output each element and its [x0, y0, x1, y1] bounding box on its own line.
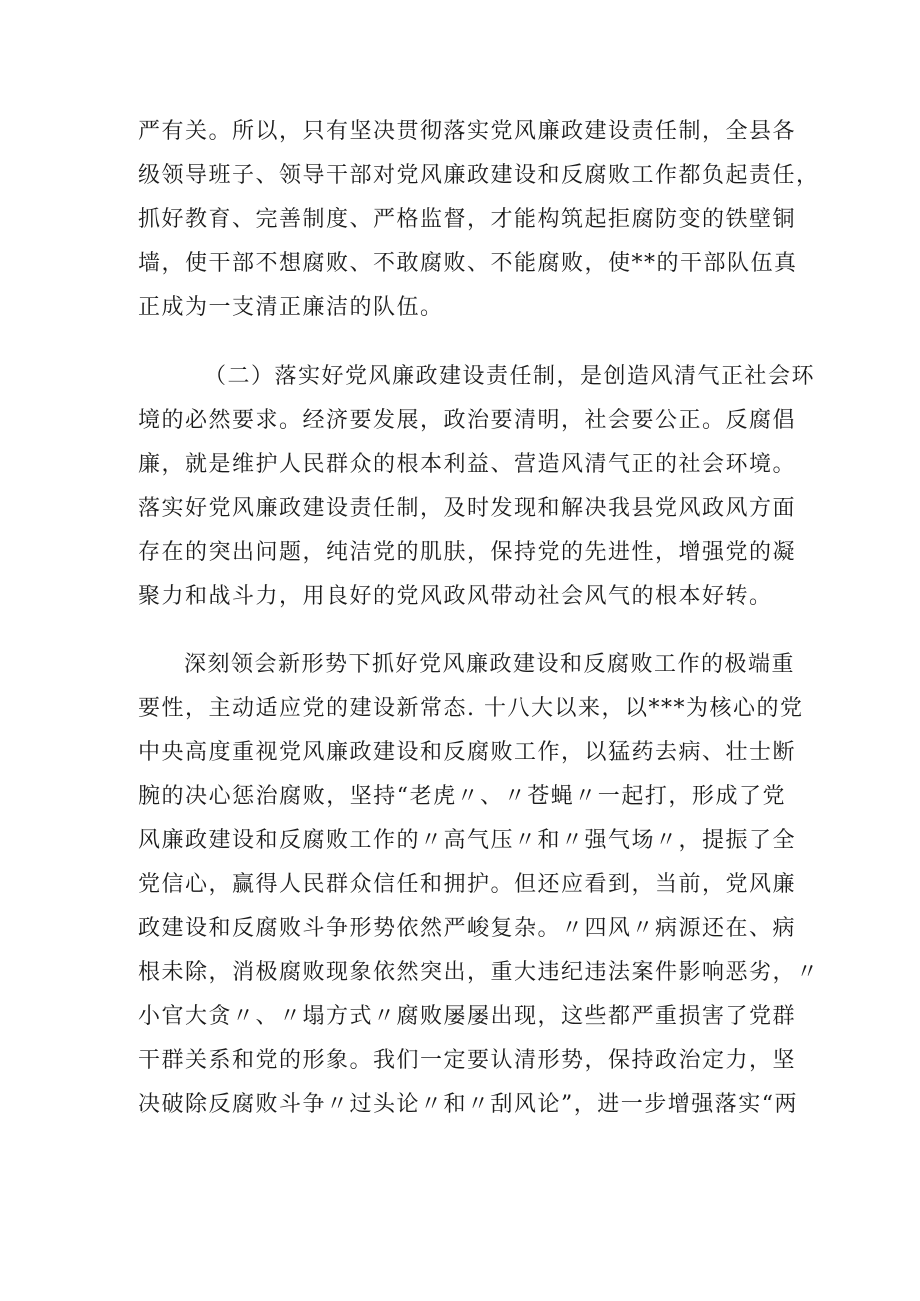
- paragraph-line: 党信心，赢得人民群众信任和拥护。但还应看到，当前，党风廉: [138, 872, 797, 897]
- paragraph-line: 存在的突出问题，纯洁党的肌肤，保持党的先进性，增强党的凝: [138, 540, 797, 565]
- paragraph-line: 腕的决心惩治腐败，坚持“老虎〃、〃苍蝇〃一起打，形成了党: [138, 784, 786, 809]
- paragraph-line: 中央高度重视党风廉政建设和反腐败工作，以猛药去病、壮士断: [138, 740, 797, 765]
- paragraph-line: 墙，使干部不想腐败、不敢腐败、不能腐败，使**的干部队伍真: [138, 251, 798, 276]
- paragraph-line: 抓好教育、完善制度、严格监督，才能构筑起拒腐防变的铁壁铜: [138, 207, 797, 232]
- paragraph-1: [138, 110, 820, 330]
- paragraph-line: 落实好党风廉政建设责任制，及时发现和解决我县党风政风方面: [138, 496, 797, 521]
- paragraph-line: 根未除，消极腐败现象依然突出，重大违纪违法案件影响恶劣，〃: [138, 960, 820, 985]
- paragraph-line: 级领导班子、领导干部对党风廉政建设和反腐败工作都负起责任，: [138, 163, 820, 188]
- paragraph-line: 政建设和反腐败斗争形势依然严峻复杂。〃四风〃病源还在、病: [138, 916, 797, 941]
- paragraph-line: 干群关系和党的形象。我们一定要认清形势，保持政治定力，坚: [138, 1048, 797, 1073]
- paragraph-line: 小官大贪〃、〃塌方式〃腐败屡屡出现，这些都严重损害了党群: [138, 1004, 797, 1029]
- paragraph-line: 境的必然要求。经济要发展，政治要清明，社会要公正。反腐倡: [138, 408, 797, 433]
- paragraph-line: 决破除反腐败斗争〃过头论〃和〃刮风论”，进一步增强落实“两: [138, 1092, 798, 1117]
- paragraph-line: （二）落实好党风廉政建设责任制，是创造风清气正社会环: [204, 364, 816, 389]
- paragraph-line: 廉，就是维护人民群众的根本利益、营造风清气正的社会环境。: [138, 452, 797, 477]
- paragraph-line: 严有关。所以，只有坚决贯彻落实党风廉政建设责任制，全县各: [138, 119, 797, 144]
- paragraph-line: 正成为一支清正廉洁的队伍。: [138, 295, 444, 320]
- paragraph-3: [138, 643, 820, 1127]
- paragraph-line: 要性，主动适应党的建设新常态. 十八大以来，以***为核心的党: [138, 696, 804, 721]
- paragraph-line: 深刻领会新形势下抓好党风廉政建设和反腐败工作的极端重: [184, 652, 796, 677]
- paragraph-line: 风廉政建设和反腐败工作的〃高气压〃和〃强气场〃，提振了全: [138, 828, 797, 853]
- paragraph-line: 聚力和战斗力，用良好的党风政风带动社会风气的根本好转。: [138, 584, 773, 609]
- paragraph-2: [138, 355, 816, 619]
